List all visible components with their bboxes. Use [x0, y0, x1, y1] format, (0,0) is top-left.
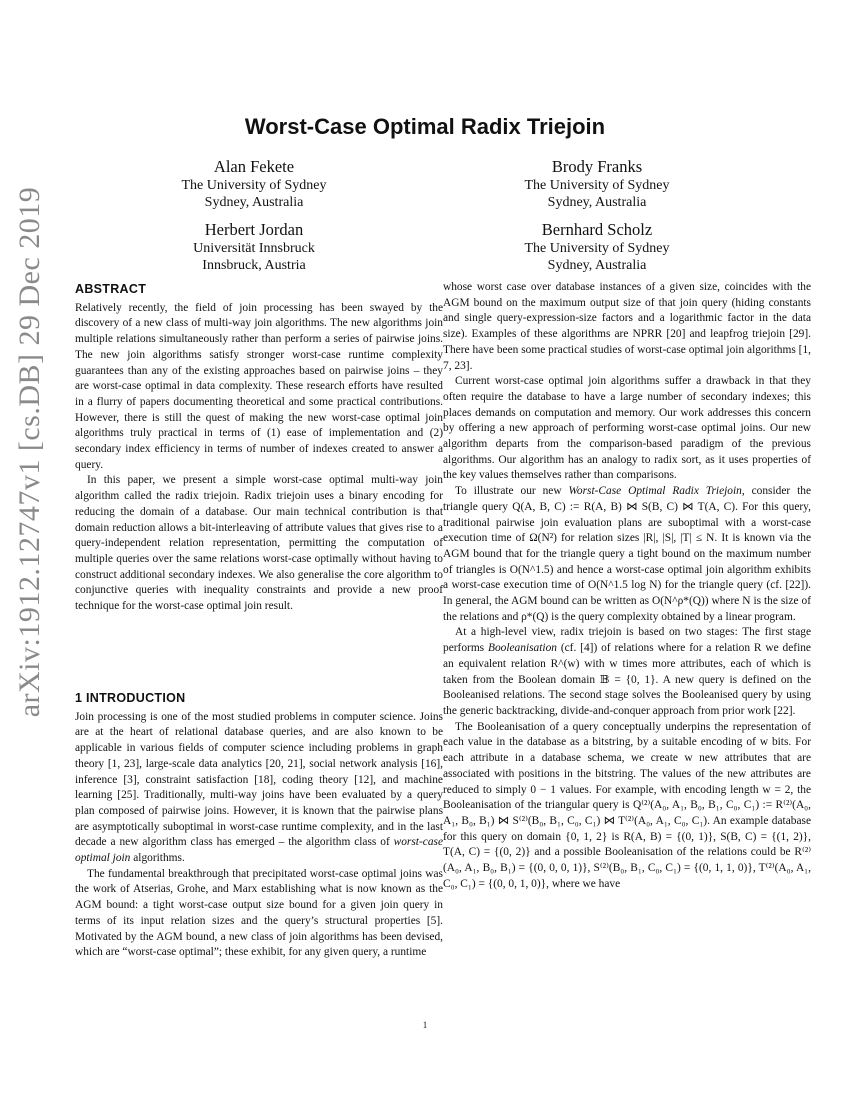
body-paragraph: whose worst case over database instances of a given size, coincides with the AGM bound on the maximum output size of that join query (hiding constants and single query-expression-size factors and a logarithmic factor in the data size). Examples of these algorithms are NPRR [20] and leapfrog triejoin [29]. There have been some practical studies of worst-case optimal join algorithms [1, 7, 23].	[443, 281, 811, 372]
arxiv-stamp	[10, 186, 50, 718]
author-location: Sydney, Australia	[547, 195, 647, 210]
abstract-section	[75, 282, 443, 615]
author-name: Bernhard Scholz	[541, 220, 653, 239]
body-paragraph	[443, 625, 811, 719]
abstract-heading: ABSTRACT	[75, 282, 147, 296]
body-paragraph	[75, 710, 443, 867]
author-name: Brody Franks	[551, 157, 643, 176]
text-span: To illustrate our new	[455, 485, 569, 498]
author-block	[124, 219, 384, 274]
text-span: (cf. [4]) of relations where for a relation R we define an equivalent relation R^(w) with w times more attributes, each of which is taken from the Boolean domain 𝔹 = {0, 1}. A new query is defined on the Booleanised relations. The second stage solves the Booleanised query by using the generic backtracking, divide-and-conquer approach from prior work [22].	[443, 642, 811, 717]
abstract-paragraph: Relatively recently, the field of join processing has been swayed by the discovery of a new class of multi-way join algorithms. The new algorithms join multiple relations simultaneously rather than perform a series of pairwise joins. The new join algorithms satisfy stronger worst-case runtime complexity guarantees than any of the existing approaches based on pairwise joins – they are worst-case optimal in data complexity. These research efforts have resulted in a flurry of papers documenting theoretical and some practical contributions. However, there is still the quest of making the new worst-case optimal join algorithms truly practical in terms of (1) ease of implementation and (2) secondary index efficiency in terms of number of indexes created to answer a query.	[75, 301, 443, 471]
author-block	[467, 219, 727, 274]
author-name: Alan Fekete	[213, 157, 295, 176]
emphasis-text: Worst-Case Optimal Radix Triejoin	[568, 485, 742, 498]
body-paragraph: The Booleanisation of a query conceptually underpins the representation of each value in the database as a bitstring, by a suitable encoding of w bits. For each attribute in a database schema, we create w new attributes that are associated with positions in the bitstring. The values of the new attributes are reduced to simply 0 − 1 values. For example, with encoding length w = 2, the Booleanisation of the triangular query is Q⁽²⁾(A₀, A₁, B₀, B₁, C₀, C₁) := R⁽²⁾(A₀, A₁, B₀, B₁) ⋈ S⁽²⁾(B₀, B₁, C₀, C₁) ⋈ T⁽²⁾(A₀, A₁, C₀, C₁). An example database for this query on domain {0, 1, 2} is R(A, B) = {(0, 1)}, S(B, C) = {(1, 2)}, T(A, C) = {(0, 2)} and a possible Booleanisation of the relations could be R⁽²⁾(A₀, A₁, B₀, B₁) = {(0, 0, 0, 1)}, S⁽²⁾(B₀, B₁, C₀, C₁) = {(0, 1, 1, 0)}, T⁽²⁾(A₀, A₁, C₀, C₁) = {(0, 0, 1, 0)}, where we have	[443, 720, 811, 890]
author-location: Sydney, Australia	[204, 195, 304, 210]
arxiv-stamp-text: arXiv:1912.12747v1 [cs.DB] 29 Dec 2019	[13, 186, 46, 718]
paper-title: Worst-Case Optimal Radix Triejoin	[244, 114, 606, 139]
introduction-section	[75, 691, 443, 961]
author-location: Sydney, Australia	[547, 258, 647, 273]
author-location: Innsbruck, Austria	[202, 258, 306, 273]
text-span: At a high-level view, radix triejoin is based on two stages: The first stage performs	[443, 626, 811, 655]
author-affiliation: Universität Innsbruck	[193, 241, 315, 256]
author-affiliation: The University of Sydney	[524, 178, 670, 193]
author-block	[467, 156, 727, 211]
text-span: algorithms.	[130, 852, 185, 865]
section-heading: 1 INTRODUCTION	[75, 691, 186, 705]
body-paragraph	[443, 484, 811, 625]
author-name: Herbert Jordan	[204, 220, 304, 239]
body-paragraph: Current worst-case optimal join algorithms suffer a drawback in that they often require the database to have a large number of secondary indexes; this places demands on computation and memory. Our work addresses this concern by offering a new approach of performing worst-case optimal joins. Our new algorithm departs from the comparison-based paradigm of the previous algorithms. Our algorithm has an analogy to radix sort, as it uses properties of the key values themselves rather than comparisons.	[443, 375, 811, 482]
author-affiliation: The University of Sydney	[524, 241, 670, 256]
abstract-paragraph: In this paper, we present a simple worst-case optimal multi-way join algorithm called the radix triejoin. Radix triejoin uses a binary encoding for reducing the domain of a database. Our main technical contribution is that domain reduction allows a bit-interleaving of attribute values that gives rise to a query-independent relation representation, permitting the computation of multiple queries over the same relations worst-case optimally without having to construct additional secondary indexes. We also generalise the core algorithm to conjunctive queries with inequality constraints and provide a new proof technique for the worst-case optimal join result.	[75, 474, 443, 613]
emphasis-text: Booleanisation	[487, 642, 557, 655]
text-span: , consider the triangle query Q(A, B, C) := R(A, B) ⋈ S(B, C) ⋈ T(A, C). For this query, traditional pairwise join evaluation plans are suboptimal with a worst-case execution time of Ω(N²) for relation sizes |R|, |S|, |T| ≤ N. It is known via the AGM bound that for the triangle query a tight bound on the maximum number of triangles is O(N^1.5) and hence a worst-case optimal join algorithm exhibits a worst-case execution time of O(N^1.5 log N) for the triangle query (cf. [22]). In general, the AGM bound can be written as O(N^ρ*(Q)) where N is the size of the relations and ρ*(Q) is the query complexity obtained by a linear program.	[443, 485, 811, 623]
right-column	[443, 280, 811, 892]
page-number: 1	[422, 1020, 428, 1030]
text-span: Join processing is one of the most studied problems in computer science. Joins are at the heart of relational database queries, and are also known to be applicable in various fields of computer science including problems in graph theory [1, 23], large-scale data analytics [20, 21], social network analysis [16], inference [3], constraint satisfaction [18], coding theory [12], and machine learning [25]. Traditionally, multi-way joins have been evaluated by a query plan composed of pairwise joins. However, it is known that the pairwise plans are asymptotically suboptimal in worst-case runtime complexity, and in the last decade a new algorithm class has emerged – the algorithm class of	[75, 710, 443, 849]
body-paragraph: The fundamental breakthrough that precipitated worst-case optimal joins was the work of Atserias, Grohe, and Marx establishing what is now known as the AGM bound: a tight worst-case output size bound for a given join query in terms of its input relation sizes and the query’s structural properties [5]. Motivated by the AGM bound, a new class of join algorithms has been devised, which are “worst-case optimal”; these exhibit, for any given query, a runtime	[75, 867, 443, 959]
author-block	[124, 156, 384, 211]
author-affiliation: The University of Sydney	[181, 178, 327, 193]
emphasis-text: worst-case optimal join	[75, 836, 443, 865]
